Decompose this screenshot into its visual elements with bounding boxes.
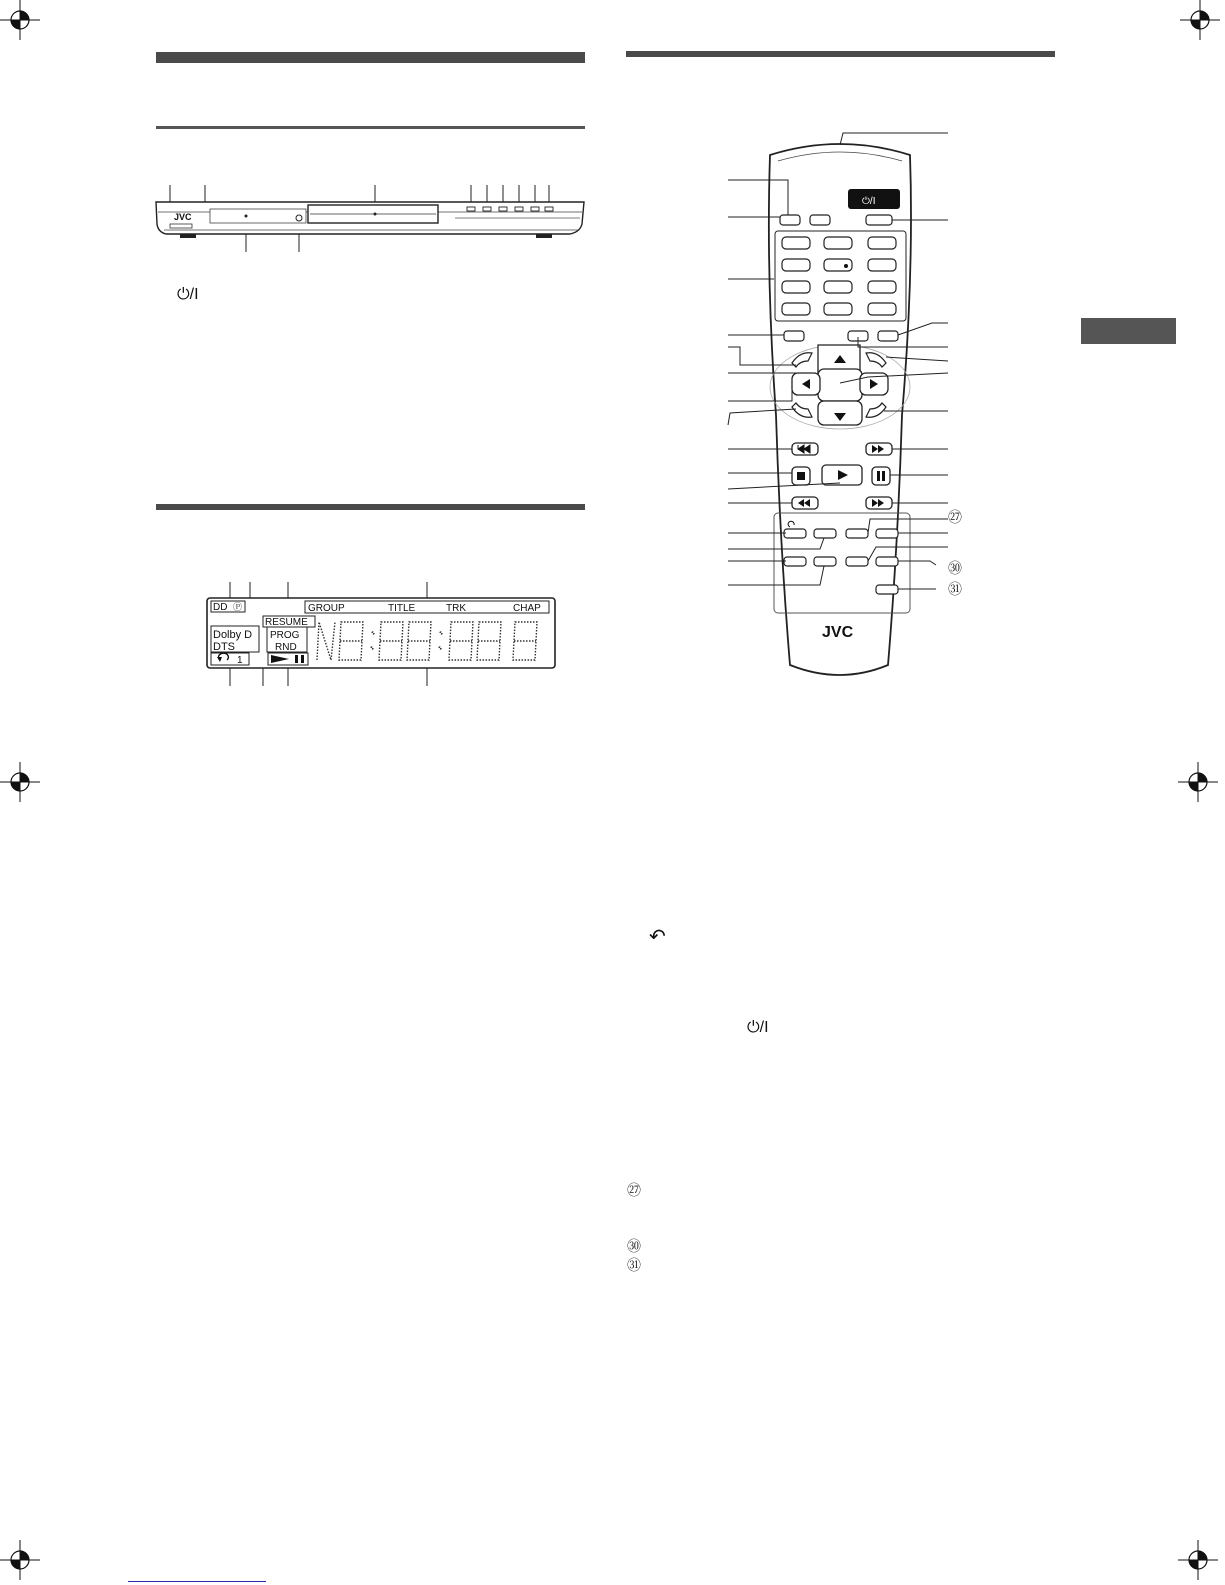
remote-brand-logo: JVC xyxy=(822,624,854,641)
front-panel-illustration xyxy=(150,180,590,260)
section-bar-display xyxy=(156,504,585,510)
remote-sensor-icon xyxy=(296,215,302,221)
display-window-illustration xyxy=(205,578,560,690)
callout-27: ㉗ xyxy=(948,509,962,525)
section-bar-front-panel xyxy=(156,52,585,63)
legend-27: ㉗ xyxy=(627,1182,641,1198)
subsection-rule-front xyxy=(156,126,585,129)
panel-button-5[interactable] xyxy=(531,207,539,211)
panel-button-6[interactable] xyxy=(545,207,553,211)
group-indicator: GROUP xyxy=(308,603,345,614)
dts-indicator: DTS xyxy=(213,641,235,653)
trk-indicator: TRK xyxy=(446,603,466,614)
front-power-symbol: ⏻/I xyxy=(177,286,199,303)
remote-power-button[interactable] xyxy=(866,215,892,225)
repeat-one-indicator: 1 xyxy=(237,655,243,666)
section-bar-remote xyxy=(626,51,1055,57)
crop-mark-top-left xyxy=(0,0,40,40)
remote-top-button-1[interactable] xyxy=(780,215,800,225)
pl-indicator: Ⓟ xyxy=(233,602,243,612)
pause-icon xyxy=(295,655,298,663)
remote-menu-button-1[interactable] xyxy=(784,331,804,341)
footer-link-underline xyxy=(128,1581,266,1582)
legend-power-symbol: ⏻/I xyxy=(747,1019,769,1036)
crop-mark-bottom-right xyxy=(1178,1540,1218,1580)
legend-31: ㉛ xyxy=(627,1257,641,1273)
prog-indicator: PROG xyxy=(270,630,300,641)
rnd-indicator: RND xyxy=(275,642,297,653)
dolby-d-indicator: Dolby D xyxy=(213,629,253,641)
panel-button-2[interactable] xyxy=(483,207,491,211)
title-indicator: TITLE xyxy=(388,603,416,614)
side-index-tab xyxy=(1081,318,1176,344)
power-button[interactable] xyxy=(170,224,192,228)
resume-indicator: RESUME xyxy=(265,617,308,628)
crop-mark-mid-right xyxy=(1178,762,1218,802)
panel-button-3[interactable] xyxy=(499,207,507,211)
callout-30: ㉚ xyxy=(948,560,962,576)
legend-30: ㉚ xyxy=(627,1238,641,1254)
dd-indicator: DD xyxy=(213,602,228,613)
return-icon: ↶ xyxy=(649,926,666,948)
crop-mark-bottom-left xyxy=(0,1540,40,1580)
crop-mark-mid-left xyxy=(0,762,40,802)
front-brand-logo: JVC xyxy=(174,212,192,222)
remote-power-label: ⏻/I xyxy=(862,196,876,207)
panel-button-4[interactable] xyxy=(515,207,523,211)
remote-pause-button[interactable] xyxy=(872,467,890,485)
chap-indicator: CHAP xyxy=(513,603,541,614)
crop-mark-top-right xyxy=(1180,0,1220,40)
remote-top-button-2[interactable] xyxy=(810,215,830,225)
remote-menu-button-3[interactable] xyxy=(878,331,898,341)
callout-31: ㉛ xyxy=(948,581,962,597)
remote-control-illustration xyxy=(700,125,980,695)
panel-button-1[interactable] xyxy=(467,207,475,211)
front-display-window xyxy=(210,209,306,223)
